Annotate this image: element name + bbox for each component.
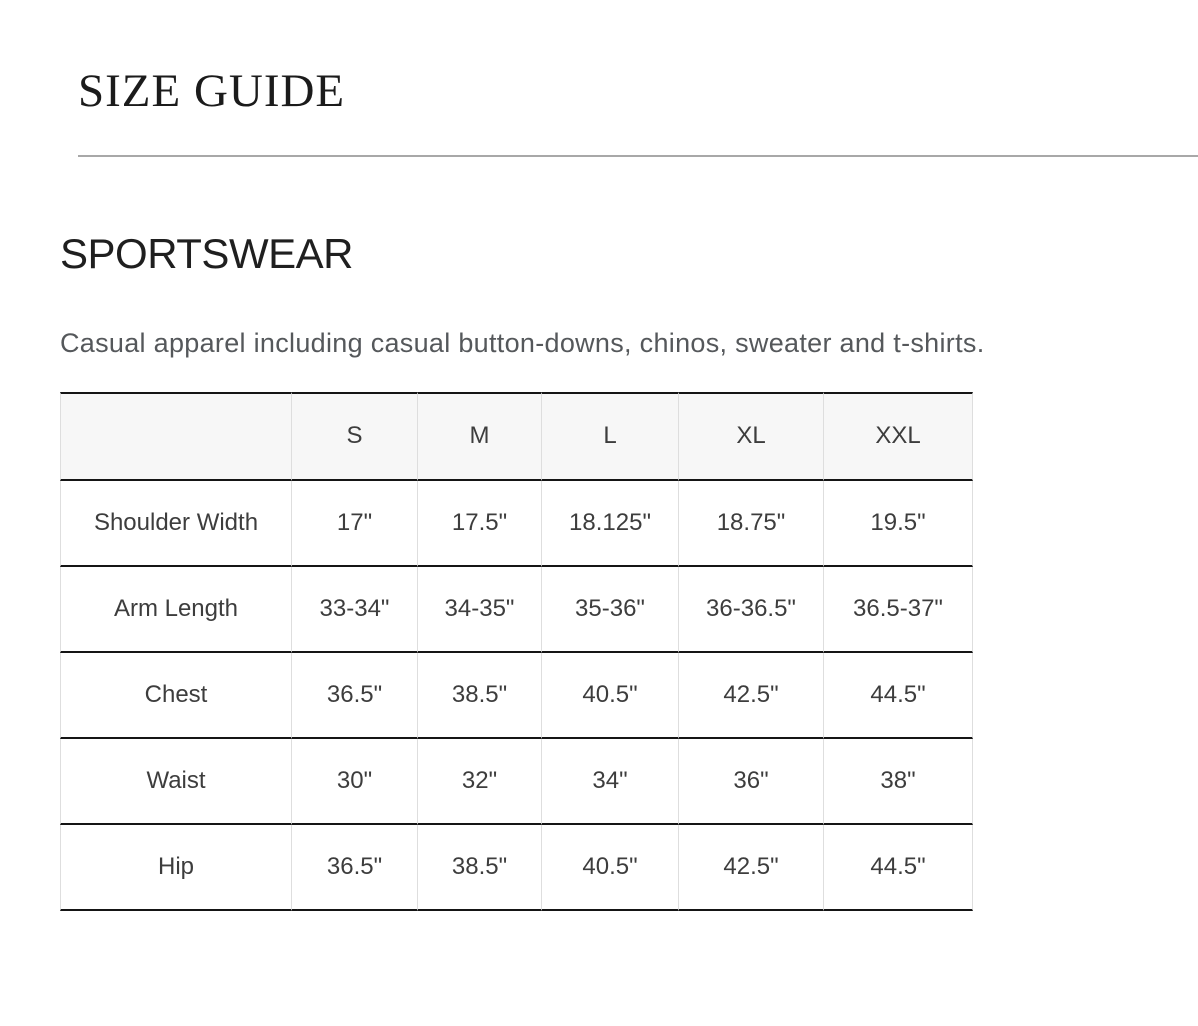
size-value-cell: 17.5" xyxy=(418,481,542,567)
column-header-l: L xyxy=(542,392,679,481)
size-value-cell: 17" xyxy=(292,481,418,567)
table-row-shoulder-width xyxy=(60,481,973,567)
size-value-cell: 40.5" xyxy=(542,653,679,739)
row-label: Shoulder Width xyxy=(60,481,292,567)
size-value-cell: 34-35" xyxy=(418,567,542,653)
section-description: Casual apparel including casual button-downs, chinos, sweater and t-shirts. xyxy=(60,328,985,359)
size-value-cell: 32" xyxy=(418,739,542,825)
column-header-blank xyxy=(60,392,292,481)
row-label: Arm Length xyxy=(60,567,292,653)
column-header-xxl: XXL xyxy=(824,392,973,481)
table-row-chest xyxy=(60,653,973,739)
size-value-cell: 36.5" xyxy=(292,653,418,739)
size-value-cell: 40.5" xyxy=(542,825,679,911)
page-title: SIZE GUIDE xyxy=(78,65,346,117)
header-row xyxy=(60,392,973,481)
size-value-cell: 33-34" xyxy=(292,567,418,653)
size-table xyxy=(60,392,973,911)
table-row-arm-length xyxy=(60,567,973,653)
size-value-cell: 30" xyxy=(292,739,418,825)
column-header-m: M xyxy=(418,392,542,481)
row-label: Waist xyxy=(60,739,292,825)
size-value-cell: 42.5" xyxy=(679,825,824,911)
title-divider xyxy=(78,155,1198,157)
size-value-cell: 36" xyxy=(679,739,824,825)
table-row-waist xyxy=(60,739,973,825)
column-header-s: S xyxy=(292,392,418,481)
table-row-hip xyxy=(60,825,973,911)
size-value-cell: 18.125" xyxy=(542,481,679,567)
size-value-cell: 44.5" xyxy=(824,825,973,911)
size-value-cell: 36.5-37" xyxy=(824,567,973,653)
size-value-cell: 44.5" xyxy=(824,653,973,739)
size-value-cell: 35-36" xyxy=(542,567,679,653)
sportswear-section xyxy=(60,229,1138,911)
size-value-cell: 34" xyxy=(542,739,679,825)
size-value-cell: 38.5" xyxy=(418,653,542,739)
column-header-xl: XL xyxy=(679,392,824,481)
size-value-cell: 38.5" xyxy=(418,825,542,911)
size-value-cell: 19.5" xyxy=(824,481,973,567)
size-value-cell: 42.5" xyxy=(679,653,824,739)
size-value-cell: 36-36.5" xyxy=(679,567,824,653)
size-value-cell: 18.75" xyxy=(679,481,824,567)
row-label: Hip xyxy=(60,825,292,911)
size-value-cell: 38" xyxy=(824,739,973,825)
size-value-cell: 36.5" xyxy=(292,825,418,911)
row-label: Chest xyxy=(60,653,292,739)
page-header xyxy=(0,0,1198,118)
section-heading: SPORTSWEAR xyxy=(60,230,353,278)
